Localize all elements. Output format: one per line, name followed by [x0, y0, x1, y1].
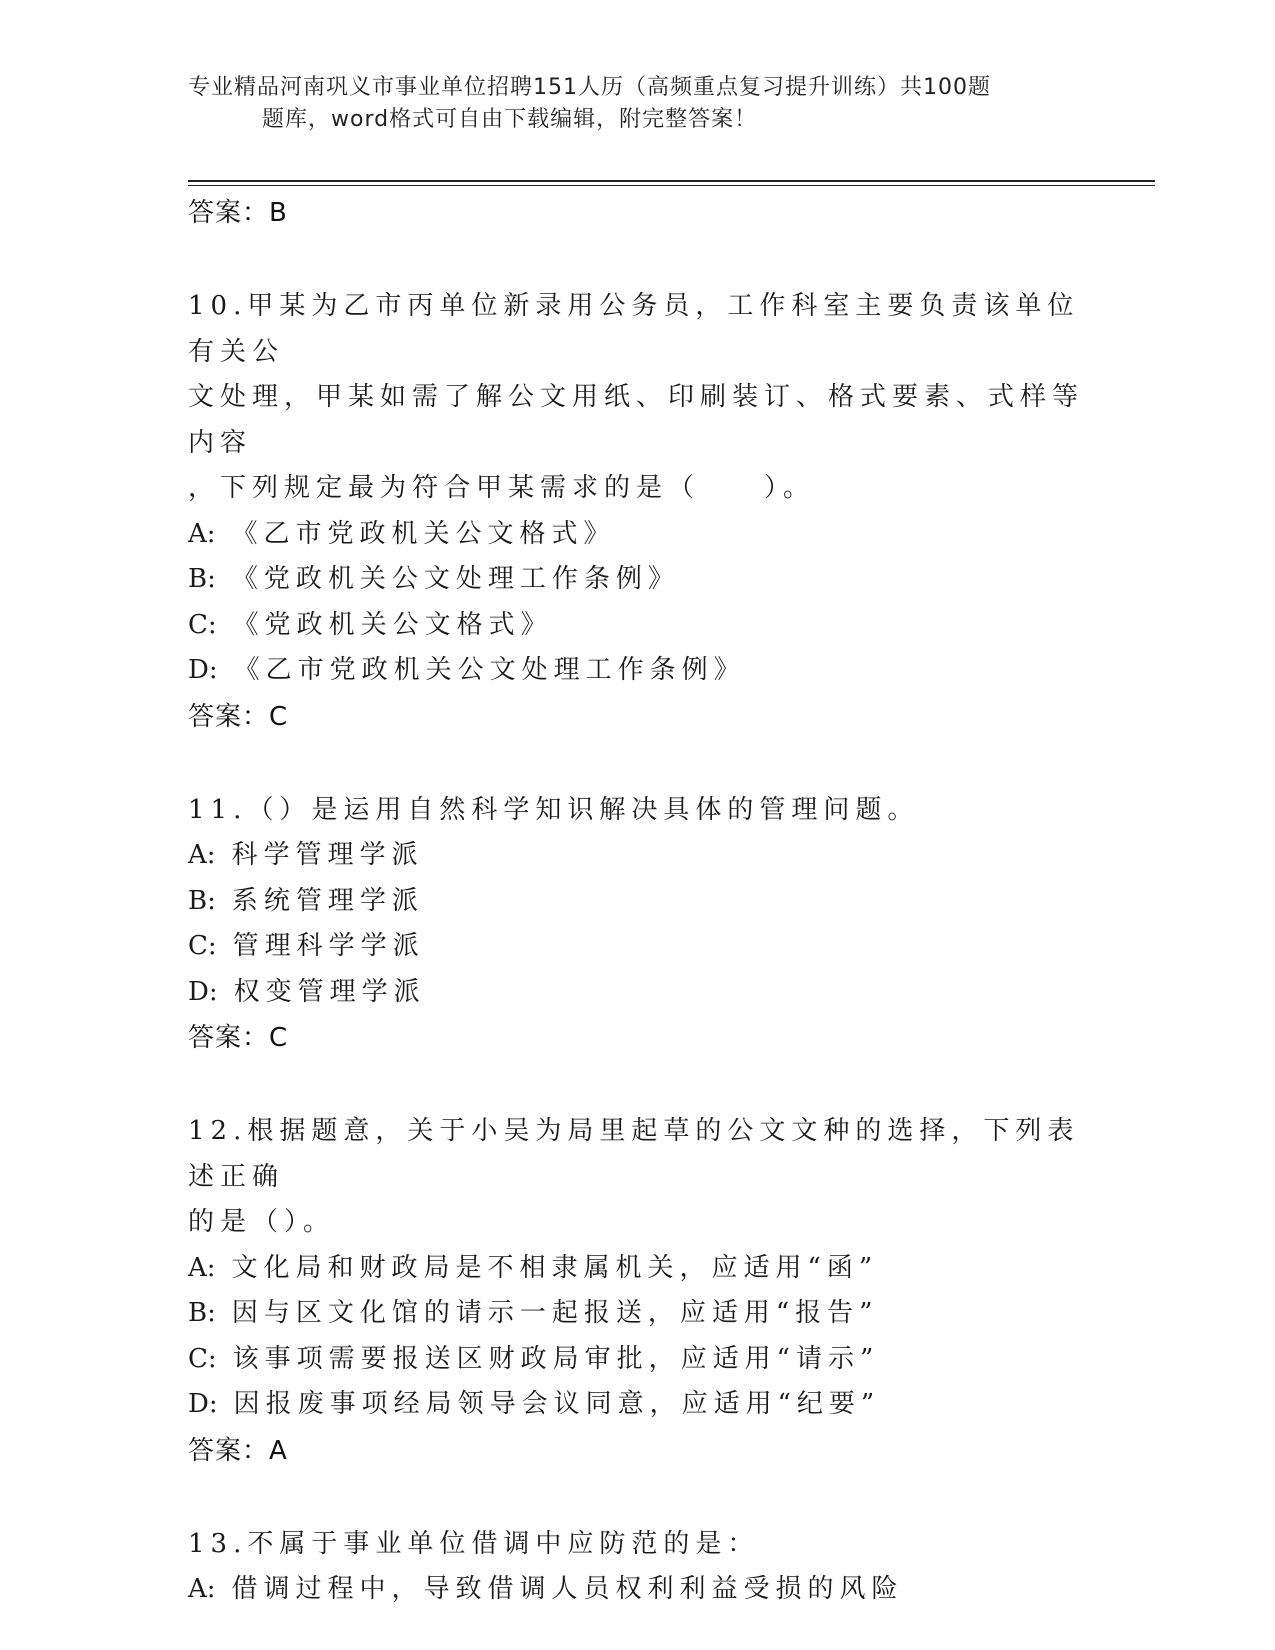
answer-line: 答案：B: [188, 198, 288, 228]
answer-line: 答案：C: [188, 701, 289, 732]
answer-line: 答案：C: [188, 1023, 289, 1053]
option-text: 该事项需要报送区财政局审批，应适用“请示”: [232, 1343, 880, 1374]
header-divider-thin: [188, 185, 1155, 186]
option-text: 借调过程中，导致借调人员权利利益受损的风险: [231, 1574, 904, 1604]
option-text: 因与区文化馆的请示一起报送，应适用“报告”: [231, 1298, 879, 1328]
option-letter: D:: [188, 976, 218, 1007]
option-letter: B:: [188, 1298, 216, 1328]
option-letter: C:: [188, 1343, 217, 1374]
option-c: [188, 603, 1088, 649]
question-text-line: 的是（）。: [188, 1207, 336, 1237]
question-text: [188, 1109, 1088, 1246]
option-text: 因报废事项经局领导会议同意，应适用“纪要”: [233, 1389, 881, 1419]
question-text: [188, 1522, 1088, 1568]
header-line-2: 题库，word格式可自由下载编辑，附完整答案！: [262, 107, 758, 132]
option-letter: C:: [188, 609, 217, 640]
option-a: [188, 512, 1088, 558]
option-text: 科学管理学派: [231, 840, 424, 870]
question-text-line: 文处理，甲某如需了解公文用纸、印刷装订、格式要素、式样等内容: [188, 382, 1085, 458]
option-a: [188, 833, 1088, 879]
header-line-1: 专业精品河南巩义市事业单位招聘151人历（高频重点复习提升训练）共100题: [188, 75, 991, 100]
option-letter: A:: [188, 518, 216, 549]
option-b: [188, 879, 1088, 925]
option-text: 《乙市党政机关公文处理工作条例》: [233, 655, 746, 685]
document-header: [188, 72, 1068, 136]
option-letter: A:: [188, 1574, 216, 1604]
option-letter: A:: [188, 840, 216, 870]
option-b: [188, 557, 1088, 603]
option-d: [188, 970, 1088, 1016]
option-text: 《乙市党政机关公文格式》: [231, 518, 616, 549]
question-text-line: 11.（）是运用自然科学知识解决具体的管理问题。: [188, 794, 920, 825]
option-a: [188, 1246, 1088, 1292]
option-text: 系统管理学派: [231, 885, 424, 916]
question-text-line: 13.不属于事业单位借调中应防范的是：: [188, 1528, 760, 1559]
option-d: [188, 1382, 1088, 1428]
header-divider-thick: [188, 180, 1155, 182]
option-text: 文化局和财政局是不相隶属机关，应适用“函”: [231, 1252, 879, 1283]
option-text: 权变管理学派: [233, 976, 426, 1007]
option-d: [188, 648, 1088, 694]
document-body: [188, 190, 1088, 1613]
question-text-line: 12.根据题意，关于小吴为局里起草的公文文种的选择，下列表述正确: [188, 1116, 1080, 1192]
question-block: [188, 284, 1088, 740]
option-letter: D:: [188, 655, 218, 685]
question-text-line: 10.甲某为乙市丙单位新录用公务员，工作科室主要负责该单位有关公: [188, 291, 1080, 367]
option-text: 《党政机关公文处理工作条例》: [231, 564, 680, 594]
option-b: [188, 1291, 1088, 1337]
option-letter: B:: [188, 885, 216, 916]
option-text: 管理科学学派: [232, 931, 425, 961]
question-block: [188, 1522, 1088, 1613]
question-block: [188, 1109, 1088, 1474]
option-c: [188, 924, 1088, 970]
option-text: 《党政机关公文格式》: [232, 609, 553, 640]
option-letter: B:: [188, 564, 216, 594]
question-text: [188, 788, 1088, 834]
question-text-line: ，下列规定最为符合甲某需求的是（ ）。: [188, 473, 816, 503]
option-letter: C:: [188, 931, 217, 961]
option-letter: D:: [188, 1389, 218, 1419]
answer-line: 答案：A: [188, 1435, 288, 1466]
question-block: [188, 788, 1088, 1062]
question-text: [188, 284, 1088, 512]
option-a: [188, 1567, 1088, 1613]
option-c: [188, 1337, 1088, 1383]
option-letter: A:: [188, 1252, 216, 1283]
